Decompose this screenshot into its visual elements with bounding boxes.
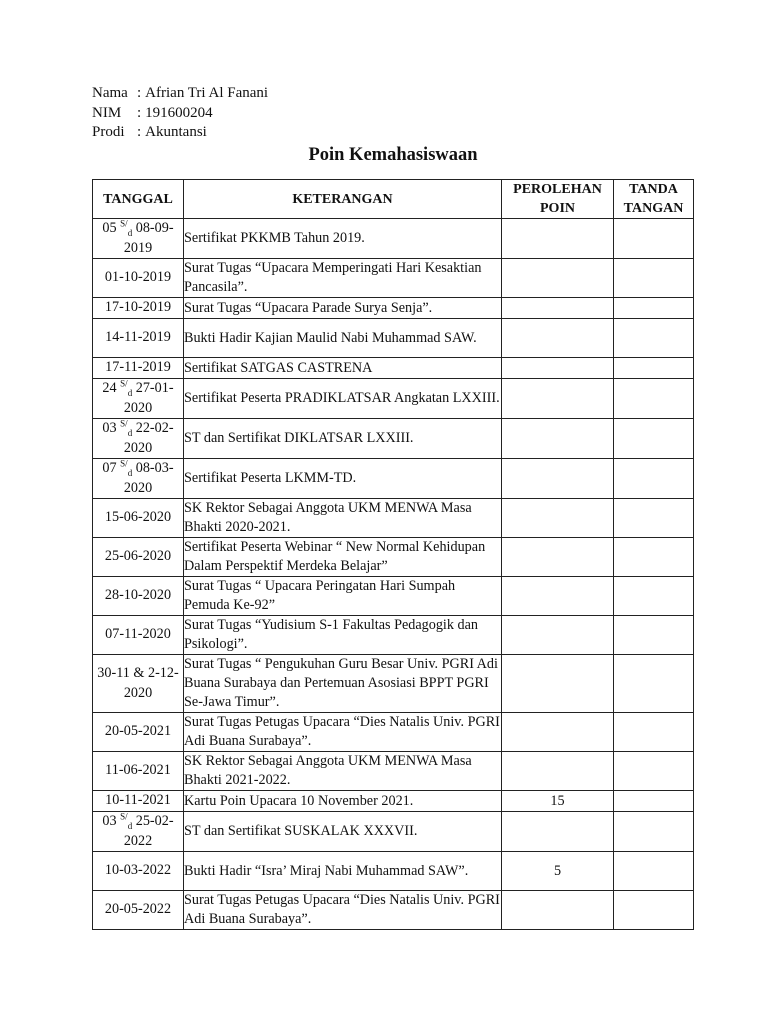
poin-table <box>92 179 694 930</box>
nim-row <box>92 104 268 124</box>
signature-cell <box>614 379 694 419</box>
description-cell: Sertifikat Peserta Webinar “ New Normal Kehidupan Dalam Perspektif Merdeka Belajar” <box>184 538 502 577</box>
poin-cell <box>502 379 614 419</box>
column-header-tanggal: TANGGAL <box>93 180 184 219</box>
date-cell: 20-05-2021 <box>93 713 184 752</box>
name-value: Afrian Tri Al Fanani <box>145 85 269 101</box>
poin-cell <box>502 298 614 319</box>
date-cell: 17-10-2019 <box>93 298 184 319</box>
poin-cell <box>502 655 614 713</box>
date-cell: 07-11-2020 <box>93 616 184 655</box>
table-row <box>93 319 694 358</box>
description-cell: Surat Tugas “Upacara Parade Surya Senja”. <box>184 298 502 319</box>
description-cell: Sertifikat PKKMB Tahun 2019. <box>184 219 502 259</box>
poin-cell <box>502 891 614 930</box>
description-cell: ST dan Sertifikat SUSKALAK XXXVII. <box>184 812 502 852</box>
sd-superscript: S <box>120 811 126 822</box>
description-cell: SK Rektor Sebagai Anggota UKM MENWA Masa Bhakti 2021-2022. <box>184 752 502 791</box>
date-to: 25-02-2022 <box>123 813 174 849</box>
date-cell: 10-03-2022 <box>93 852 184 891</box>
signature-cell <box>614 298 694 319</box>
signature-cell <box>614 852 694 891</box>
poin-cell <box>502 577 614 616</box>
description-cell: Sertifikat Peserta LKMM-TD. <box>184 459 502 499</box>
nim-separator: : <box>137 104 142 121</box>
date-cell: 11-06-2021 <box>93 752 184 791</box>
table-row <box>93 752 694 791</box>
sd-subscript: d <box>127 467 133 478</box>
signature-cell <box>614 319 694 358</box>
table-row <box>93 577 694 616</box>
column-header-perolehan-poin: PEROLEHAN POIN <box>502 180 614 219</box>
table-row <box>93 358 694 379</box>
table-row <box>93 538 694 577</box>
description-cell: Surat Tugas “ Upacara Peringatan Hari Sumpah Pemuda Ke-92” <box>184 577 502 616</box>
column-header-tanda-tangan: TANDA TANGAN <box>614 180 694 219</box>
description-cell: Sertifikat SATGAS CASTRENA <box>184 358 502 379</box>
date-from: 24 <box>102 380 117 396</box>
prodi-label: Prodi <box>92 124 125 140</box>
signature-cell <box>614 459 694 499</box>
name-separator: : <box>137 85 142 101</box>
sd-subscript: d <box>127 387 133 398</box>
signature-cell <box>614 538 694 577</box>
poin-cell: 5 <box>502 852 614 891</box>
description-cell: Surat Tugas “ Pengukuhan Guru Besar Univ. PGRI Adi Buana Surabaya dan Pertemuan Asosiasi BPPT PGRI Se-Jawa Timur”. <box>184 655 502 713</box>
table-row <box>93 616 694 655</box>
date-cell: 01-10-2019 <box>93 259 184 298</box>
date-cell: 15-06-2020 <box>93 499 184 538</box>
sd-slash: / <box>125 418 128 429</box>
table-row <box>93 891 694 930</box>
table-row <box>93 852 694 891</box>
description-cell: Surat Tugas “Upacara Memperingati Hari Kesaktian Pancasila”. <box>184 259 502 298</box>
date-to: 22-02-2020 <box>123 420 174 456</box>
date-cell: 14-11-2019 <box>93 319 184 358</box>
table-row <box>93 298 694 319</box>
date-cell <box>93 812 184 852</box>
signature-cell <box>614 655 694 713</box>
signature-cell <box>614 358 694 379</box>
signature-cell <box>614 791 694 812</box>
date-cell: 17-11-2019 <box>93 358 184 379</box>
date-cell <box>93 459 184 499</box>
poin-cell <box>502 219 614 259</box>
table-row <box>93 713 694 752</box>
sd-slash: / <box>125 811 128 822</box>
sd-superscript: S <box>120 378 126 389</box>
date-from: 05 <box>102 220 117 236</box>
sd-subscript: d <box>127 227 133 238</box>
table-row <box>93 259 694 298</box>
date-to: 08-03-2020 <box>123 460 174 496</box>
signature-cell <box>614 577 694 616</box>
poin-cell <box>502 259 614 298</box>
date-cell <box>93 219 184 259</box>
sd-slash: / <box>125 458 128 469</box>
date-cell: 20-05-2022 <box>93 891 184 930</box>
sd-subscript: d <box>127 427 133 438</box>
signature-cell <box>614 812 694 852</box>
poin-cell <box>502 419 614 459</box>
sd-slash: / <box>125 378 128 389</box>
signature-cell <box>614 499 694 538</box>
description-cell: Sertifikat Peserta PRADIKLATSAR Angkatan LXXIII. <box>184 379 502 419</box>
name-row <box>92 84 268 104</box>
prodi-row <box>92 123 268 143</box>
description-cell: Surat Tugas Petugas Upacara “Dies Natalis Univ. PGRI Adi Buana Surabaya”. <box>184 713 502 752</box>
prodi-separator: : <box>137 124 142 140</box>
poin-cell <box>502 616 614 655</box>
name-label: Nama <box>92 85 128 101</box>
date-cell: 25-06-2020 <box>93 538 184 577</box>
table-row <box>93 459 694 499</box>
poin-cell: 15 <box>502 791 614 812</box>
poin-cell <box>502 358 614 379</box>
sd-superscript: S <box>120 418 126 429</box>
prodi-value: Akuntansi <box>145 124 207 140</box>
signature-cell <box>614 259 694 298</box>
table-row <box>93 419 694 459</box>
table-row <box>93 499 694 538</box>
document-title: Poin Kemahasiswaan <box>308 145 478 165</box>
poin-cell <box>502 538 614 577</box>
date-to: 08-09-2019 <box>123 220 174 256</box>
description-cell: Surat Tugas Petugas Upacara “Dies Natalis Univ. PGRI Adi Buana Surabaya”. <box>184 891 502 930</box>
description-cell: Kartu Poin Upacara 10 November 2021. <box>184 791 502 812</box>
date-to: 27-01-2020 <box>123 380 174 416</box>
date-cell <box>93 379 184 419</box>
poin-cell <box>502 459 614 499</box>
signature-cell <box>614 713 694 752</box>
signature-cell <box>614 891 694 930</box>
date-from: 07 <box>102 460 117 476</box>
description-cell: SK Rektor Sebagai Anggota UKM MENWA Masa Bhakti 2020-2021. <box>184 499 502 538</box>
poin-cell <box>502 499 614 538</box>
table-row <box>93 219 694 259</box>
description-cell: Bukti Hadir “Isra’ Miraj Nabi Muhammad SAW”. <box>184 852 502 891</box>
description-cell: Surat Tugas “Yudisium S-1 Fakultas Pedagogik dan Psikologi”. <box>184 616 502 655</box>
sd-slash: / <box>125 218 128 229</box>
sd-superscript: S <box>120 458 126 469</box>
sd-superscript: S <box>120 218 126 229</box>
signature-cell <box>614 219 694 259</box>
signature-cell <box>614 752 694 791</box>
table-row <box>93 379 694 419</box>
poin-cell <box>502 812 614 852</box>
date-cell: 10-11-2021 <box>93 791 184 812</box>
signature-cell <box>614 616 694 655</box>
poin-cell <box>502 319 614 358</box>
signature-cell <box>614 419 694 459</box>
nim-value: 191600204 <box>145 104 213 121</box>
sd-subscript: d <box>127 820 133 831</box>
date-cell <box>93 419 184 459</box>
table-row <box>93 791 694 812</box>
column-header-keterangan: KETERANGAN <box>184 180 502 219</box>
table-row <box>93 655 694 713</box>
date-cell: 28-10-2020 <box>93 577 184 616</box>
nim-label: NIM <box>92 104 122 121</box>
date-cell: 30-11 & 2-12- 2020 <box>93 655 184 713</box>
table-row <box>93 812 694 852</box>
poin-cell <box>502 713 614 752</box>
student-info <box>92 84 268 143</box>
table-header-row <box>93 180 694 219</box>
description-cell: Bukti Hadir Kajian Maulid Nabi Muhammad SAW. <box>184 319 502 358</box>
poin-cell <box>502 752 614 791</box>
date-from: 03 <box>102 420 117 436</box>
description-cell: ST dan Sertifikat DIKLATSAR LXXIII. <box>184 419 502 459</box>
date-from: 03 <box>102 813 117 829</box>
